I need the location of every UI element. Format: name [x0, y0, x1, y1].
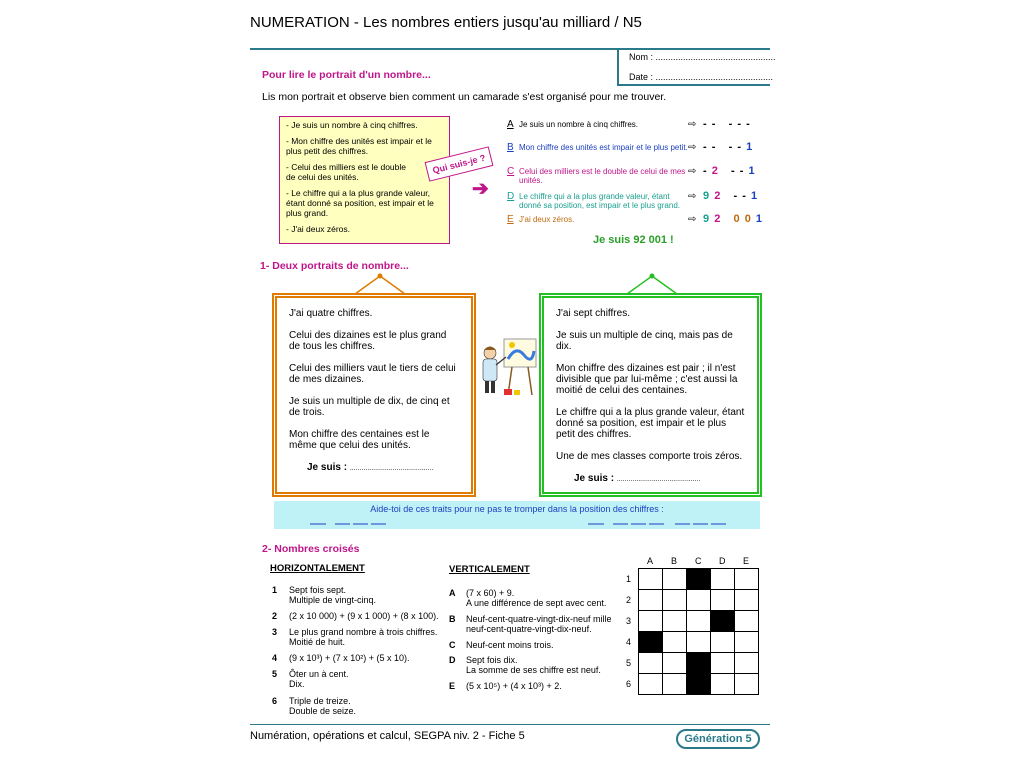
clue-number: C [449, 640, 456, 650]
grid-row-label: 1 [626, 574, 632, 584]
clue-definition-text: (9 x 10³) + (7 x 10²) + (5 x 10). [289, 653, 410, 663]
crossword-cell[interactable] [687, 590, 711, 611]
digit-position-guides [274, 516, 760, 528]
clue-text: Le chiffre qui a la plus grande valeur, étant donné sa position, est impair et le plus grand. [519, 192, 680, 210]
header-divider [250, 48, 770, 50]
crossword-cell[interactable] [687, 611, 711, 632]
clue-text: J'ai deux zéros. [519, 215, 575, 224]
answer-label: Je suis : [307, 462, 348, 473]
clue-definition-text: Triple de treize. Double de seize. [289, 696, 357, 716]
date-field[interactable]: Date : ............................................... [629, 72, 774, 82]
who-am-i-badge: Qui suis-je ? [425, 146, 494, 181]
clue-arrow-icon: ⇨ [688, 142, 697, 153]
horizontal-heading: HORIZONTALEMENT [270, 563, 365, 574]
answer-dots: ........................................... [349, 465, 434, 472]
answer-label: Je suis : [574, 473, 615, 484]
clue-number: B [449, 614, 456, 624]
clue-number: D [449, 655, 456, 665]
crossword-cell [687, 674, 711, 695]
footer-text: Numération, opérations et calcul, SEGPA niv. 2 - Fiche 5 [250, 730, 525, 742]
crossword-cell[interactable] [735, 611, 759, 632]
crossword-cell[interactable] [639, 590, 663, 611]
name-box-divider [617, 48, 619, 86]
name-box-bottom [617, 84, 770, 86]
intro-text: Lis mon portrait et observe bien comment un camarade s'est organisé pour me trouver. [262, 91, 667, 103]
portrait-line: Mon chiffre des centaines est le même que celui des unités. [289, 429, 430, 451]
crossword-cell [639, 632, 663, 653]
example-line: - Le chiffre qui a la plus grande valeur, étant donné sa position, est impair et le plus grand. [286, 188, 434, 218]
grid-row-label: 5 [626, 658, 632, 668]
clue-definition-text: Ôter un à cent. Dix. [289, 669, 349, 689]
portrait-line: Celui des dizaines est le plus grand de tous les chiffres. [289, 330, 447, 352]
crossword-cell[interactable] [711, 590, 735, 611]
clue-definition-text: (5 x 10⁵) + (4 x 10³) + 2. [466, 681, 562, 691]
example-line: - Je suis un nombre à cinq chiffres. [286, 120, 418, 130]
crossword-cell[interactable] [639, 653, 663, 674]
portrait-line: Celui des milliers vaut le tiers de celui de mes dizaines. [289, 363, 456, 385]
portrait-line: Mon chiffre des dizaines est pair ; il n'est divisible que par lui-même ; c'est aussi la moitié de celui des centaines. [556, 363, 738, 396]
crossword-cell[interactable] [639, 674, 663, 695]
example-answer: Je suis 92 001 ! [593, 234, 674, 246]
grid-column-label: C [695, 556, 702, 566]
clue-text: Je suis un nombre à cinq chiffres. [519, 120, 639, 129]
example-portrait-box [279, 116, 450, 244]
crossword-cell[interactable] [663, 653, 687, 674]
clue-text: Celui des milliers est le double de celui de mes unités. [519, 167, 686, 185]
name-field[interactable]: Nom : ................................................ [629, 52, 776, 62]
clue-letter: D [507, 191, 515, 202]
crossword-cell[interactable] [663, 632, 687, 653]
crossword-cell [687, 653, 711, 674]
portrait-line: J'ai quatre chiffres. [289, 308, 373, 319]
crossword-cell[interactable] [711, 674, 735, 695]
intro-heading: Pour lire le portrait d'un nombre... [262, 69, 431, 81]
clue-definition-text: (2 x 10 000) + (9 x 1 000) + (8 x 100). [289, 611, 439, 621]
crossword-cell[interactable] [639, 569, 663, 590]
clue-number: 6 [272, 696, 278, 706]
grid-row-label: 3 [626, 616, 632, 626]
section2-heading: 2- Nombres croisés [262, 543, 360, 555]
clue-arrow-icon: ⇨ [688, 214, 697, 225]
clue-arrow-icon: ⇨ [688, 191, 697, 202]
portrait-line: Une de mes classes comporte trois zéros. [556, 451, 743, 462]
crossword-cell [711, 611, 735, 632]
crossword-cell[interactable] [663, 569, 687, 590]
right-answer-line[interactable] [556, 473, 745, 485]
clue-number: 3 [272, 627, 278, 637]
crossword-cell[interactable] [735, 653, 759, 674]
clue-arrow-icon: ⇨ [688, 119, 697, 130]
clue-digits: - - - - 1 [703, 141, 754, 153]
crossword-cell [687, 569, 711, 590]
grid-row-label: 2 [626, 595, 632, 605]
clue-number: 5 [272, 669, 278, 679]
crossword-cell[interactable] [711, 632, 735, 653]
clue-definition-text: Le plus grand nombre à trois chiffres. Moitié de huit. [289, 627, 438, 647]
portrait-line: Je suis un multiple de dix, de cinq et de trois. [289, 396, 450, 418]
clue-arrow-icon: ⇨ [688, 166, 697, 177]
painter-illustration-icon [478, 335, 538, 399]
example-line: - Celui des milliers est le double de celui des unités. [286, 162, 406, 182]
clue-definition-text: Sept fois dix. La somme de ses chiffre est neuf. [466, 655, 601, 675]
grid-column-label: B [671, 556, 678, 566]
grid-column-label: D [719, 556, 726, 566]
answer-dots: ........................................... [616, 476, 701, 483]
vertical-heading: VERTICALEMENT [449, 564, 530, 575]
crossword-cell[interactable] [711, 569, 735, 590]
crossword-cell[interactable] [663, 590, 687, 611]
page-title: NUMERATION - Les nombres entiers jusqu'au milliard / N5 [250, 14, 642, 31]
left-portrait-frame [272, 293, 476, 497]
crossword-cell[interactable] [639, 611, 663, 632]
clue-digits: 9 2 - - 1 [703, 190, 759, 202]
publisher-badge: Génération 5 [676, 729, 760, 749]
clue-number: 1 [272, 585, 278, 595]
crossword-cell[interactable] [735, 590, 759, 611]
clue-text: Mon chiffre des unités est impair et le plus petit. [519, 143, 688, 152]
clue-digits: - 2 - - 1 [703, 165, 756, 177]
crossword-cell[interactable] [687, 632, 711, 653]
hint-text: Aide-toi de ces traits pour ne pas te tromper dans la position des chiffres : [370, 504, 664, 514]
clue-definition-text: (7 x 60) + 9. A une différence de sept avec cent. [466, 588, 607, 608]
clue-letter: C [507, 166, 515, 177]
clue-number: E [449, 681, 456, 691]
clue-number: A [449, 588, 456, 598]
crossword-cell[interactable] [663, 674, 687, 695]
grid-row-label: 6 [626, 679, 632, 689]
crossword-cell[interactable] [735, 632, 759, 653]
clue-letter: B [507, 142, 514, 153]
left-answer-line[interactable] [289, 462, 459, 474]
clue-number: 4 [272, 653, 278, 663]
grid-row-label: 4 [626, 637, 632, 647]
portrait-line: Le chiffre qui a la plus grande valeur, étant donné sa position, est impair et le plus petit des chiffres. [556, 407, 745, 440]
right-arrow-icon: ➔ [472, 178, 489, 200]
example-line: - Mon chiffre des unités est impair et le plus petit des chiffres. [286, 136, 432, 156]
grid-column-label: A [647, 556, 654, 566]
crossword-cell[interactable] [735, 569, 759, 590]
clue-definition-text: Sept fois sept. Multiple de vingt-cinq. [289, 585, 377, 605]
portrait-line: J'ai sept chiffres. [556, 308, 630, 319]
clue-digits: 9 2 0 0 1 [703, 213, 763, 225]
right-portrait-frame [539, 293, 762, 497]
crossword-cell[interactable] [663, 611, 687, 632]
clue-letter: A [507, 119, 514, 130]
grid-column-label: E [743, 556, 750, 566]
crossword-cell[interactable] [711, 653, 735, 674]
clue-digits: - - - - - [703, 118, 751, 130]
crossword-cell[interactable] [735, 674, 759, 695]
clue-definition-text: Neuf-cent-quatre-vingt-dix-neuf mille neuf-cent-quatre-vingt-dix-neuf. [466, 614, 612, 634]
clue-definition-text: Neuf-cent moins trois. [466, 640, 554, 650]
crossword-grid [638, 568, 759, 695]
clue-letter: E [507, 214, 514, 225]
footer-divider [250, 724, 770, 725]
portrait-line: Je suis un multiple de cinq, mais pas de dix. [556, 330, 733, 352]
section1-heading: 1- Deux portraits de nombre... [260, 260, 409, 272]
clue-number: 2 [272, 611, 278, 621]
example-line: - J'ai deux zéros. [286, 224, 350, 234]
